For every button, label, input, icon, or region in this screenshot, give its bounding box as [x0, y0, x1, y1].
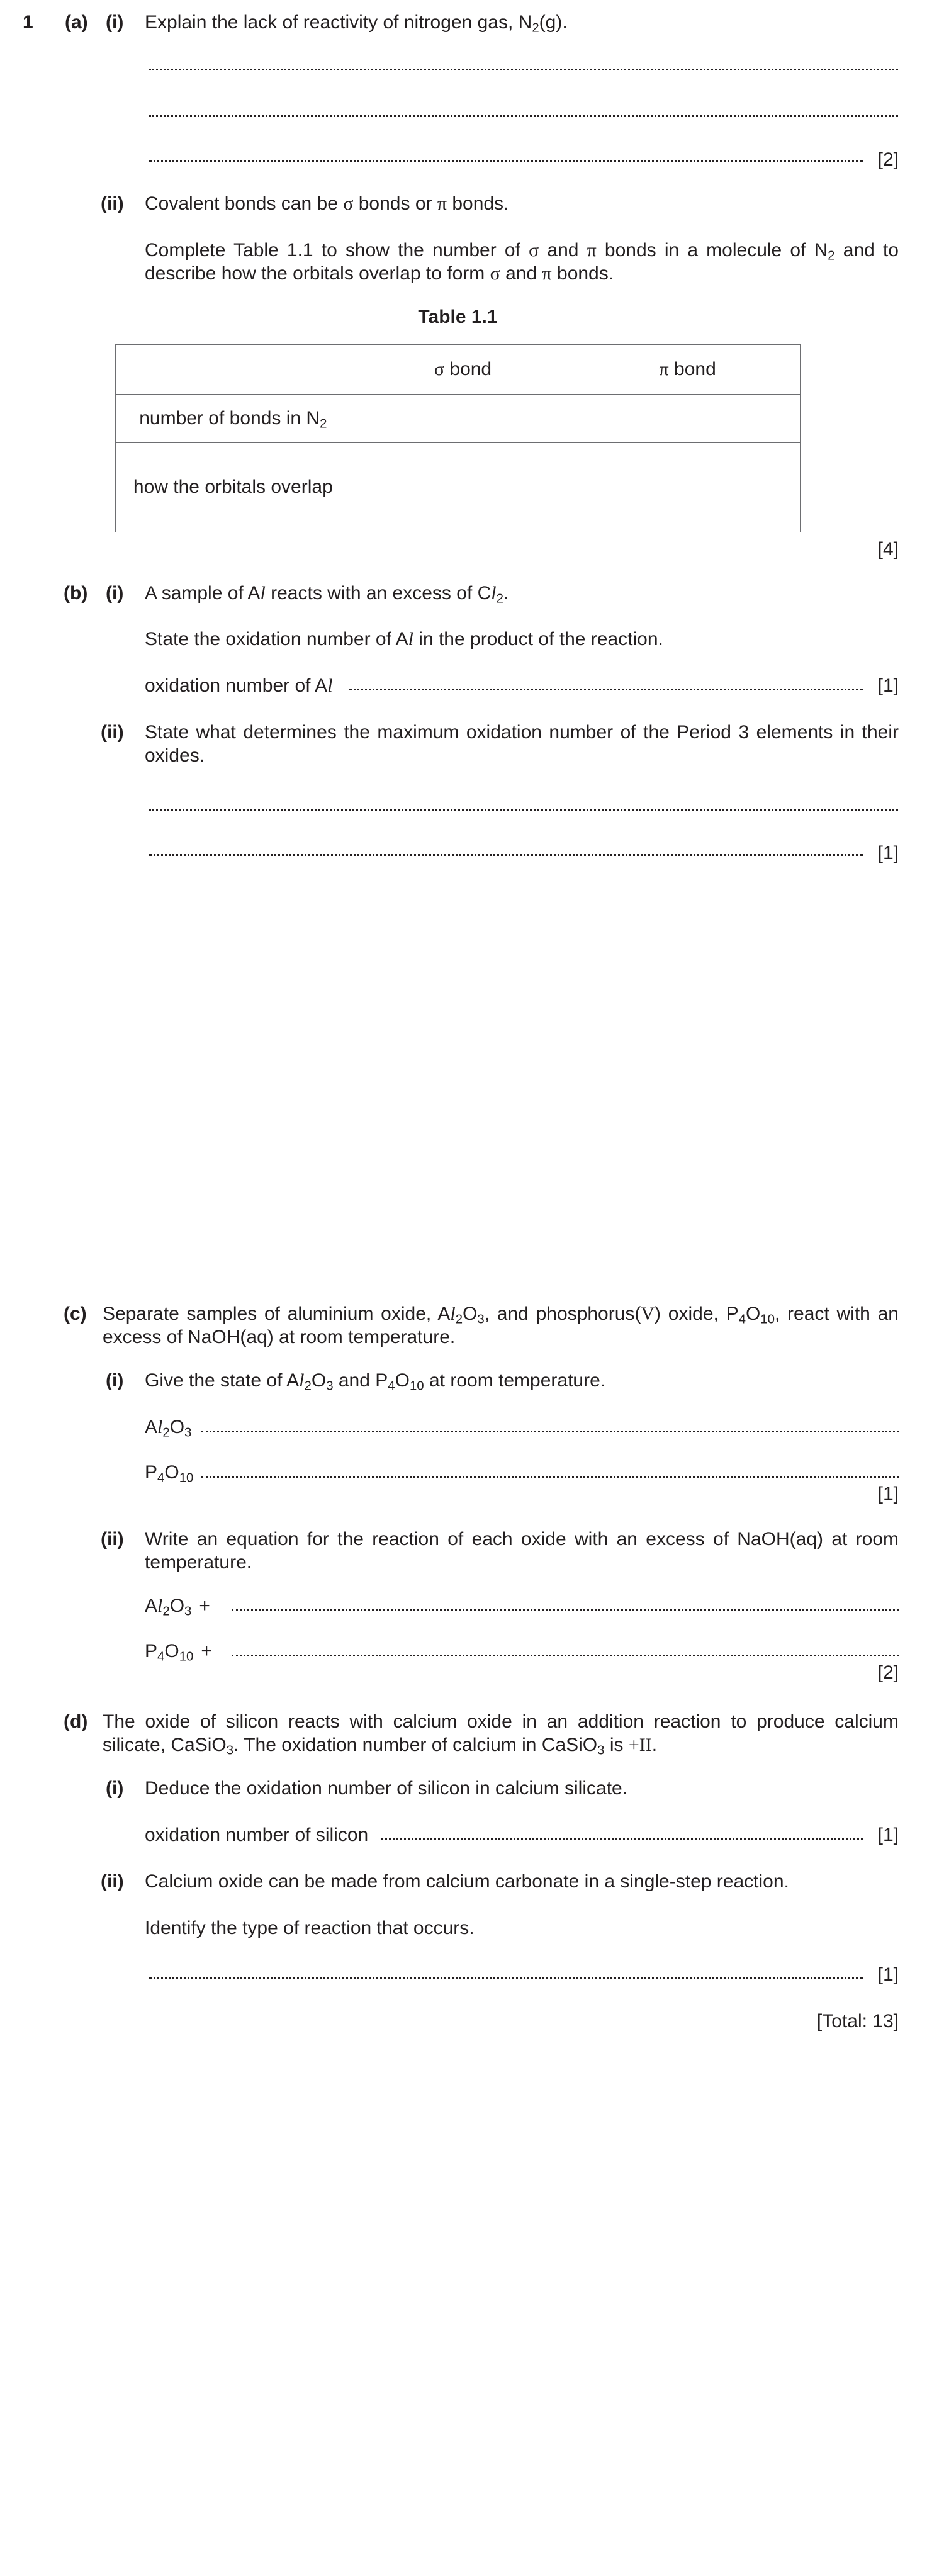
- sigma-symbol: σ: [529, 240, 539, 261]
- italic-l: l: [299, 1370, 305, 1391]
- text: O: [169, 1417, 185, 1437]
- subscript: 10: [409, 1379, 424, 1393]
- subscript: 3: [226, 1743, 234, 1758]
- part-d-ii-statement: Calcium oxide can be made from calcium carbonate in a single-step reaction.: [145, 1871, 789, 1892]
- row-label-orbital-overlap: how the orbitals overlap: [116, 443, 351, 532]
- pi-symbol: π: [542, 262, 552, 284]
- text: A sample of A: [145, 583, 261, 604]
- subscript: 10: [179, 1471, 194, 1485]
- marks-c-ii: [2]: [877, 1662, 899, 1683]
- answer-line-d-ii[interactable]: [149, 1977, 863, 1979]
- table-1-1: [115, 344, 801, 532]
- answer-line-d-i[interactable]: [381, 1837, 863, 1840]
- pi-symbol: π: [437, 193, 447, 214]
- text: and to describe how the orbitals overlap to form: [145, 240, 899, 284]
- answer-line-a-i-2[interactable]: [149, 115, 898, 117]
- answer-line-c-ii-p4o10[interactable]: [232, 1654, 899, 1656]
- text: .: [503, 583, 509, 604]
- sigma-symbol: σ: [490, 262, 500, 284]
- text: bond: [444, 358, 492, 380]
- subscript: 3: [184, 1604, 192, 1619]
- part-c-i-label: (i): [106, 1370, 124, 1391]
- table-caption: Table 1.1: [418, 307, 498, 327]
- subscript: 2: [320, 417, 327, 431]
- text: O: [745, 1303, 761, 1324]
- subscript: 3: [477, 1312, 485, 1327]
- part-a-ii-instruction: [145, 239, 899, 285]
- part-a-i-question: [145, 11, 568, 35]
- marks-c-i: [1]: [877, 1483, 899, 1504]
- answer-cell-pi-overlap[interactable]: [575, 443, 801, 532]
- subscript: 3: [326, 1379, 334, 1393]
- table-header-pi: [575, 345, 801, 395]
- question-number: 1: [23, 12, 33, 33]
- answer-cell-sigma-number[interactable]: [351, 395, 575, 443]
- answer-line-b-ii-1[interactable]: [149, 808, 898, 811]
- subscript: 2: [304, 1379, 312, 1393]
- subscript: 2: [162, 1426, 170, 1440]
- text: O: [164, 1462, 179, 1483]
- part-a-label: (a): [65, 12, 88, 33]
- pi-symbol: π: [587, 240, 597, 261]
- part-d-label: (d): [64, 1711, 88, 1732]
- text: A: [145, 1595, 158, 1616]
- text: .: [651, 1734, 658, 1755]
- table-header-sigma: [351, 345, 575, 395]
- text: bonds.: [551, 262, 614, 284]
- subscript: 2: [162, 1604, 170, 1619]
- roman-numeral: +II: [628, 1734, 652, 1755]
- al2o3-label: [145, 1416, 191, 1439]
- text: and: [539, 240, 587, 261]
- total-marks: [Total: 13]: [816, 2011, 899, 2032]
- answer-line-c-i-al2o3[interactable]: [201, 1430, 899, 1432]
- text: reacts with an excess of C: [265, 583, 492, 604]
- text: oxidation number of A: [145, 675, 328, 696]
- n2-subscript: 2: [532, 21, 539, 35]
- part-d-i-label: (i): [106, 1778, 124, 1799]
- part-b-label: (b): [64, 583, 88, 604]
- part-b-i-statement: [145, 582, 509, 605]
- p4o10-label: [145, 1461, 193, 1485]
- text: O: [395, 1370, 410, 1391]
- italic-l: l: [491, 583, 497, 604]
- sigma-symbol: σ: [343, 193, 354, 214]
- subscript: 2: [455, 1312, 463, 1327]
- part-b-i-answer-label: [145, 675, 333, 698]
- text: A: [145, 1417, 158, 1437]
- text: P: [145, 1641, 158, 1662]
- subscript: 10: [179, 1650, 194, 1664]
- part-b-i-label: (i): [106, 583, 124, 604]
- answer-line-c-i-p4o10[interactable]: [201, 1475, 899, 1478]
- part-d-i-answer-label: oxidation number of silicon: [145, 1825, 369, 1845]
- italic-l: l: [157, 1417, 163, 1437]
- text: in the product of the reaction.: [413, 629, 663, 650]
- answer-line-a-i-1[interactable]: [149, 68, 898, 70]
- text: State the oxidation number of A: [145, 629, 408, 650]
- italic-l: l: [157, 1595, 163, 1616]
- text: . The oxidation number of calcium in CaSiO: [233, 1734, 598, 1755]
- equation-al2o3-label: [145, 1595, 210, 1618]
- part-a-i-text: Explain the lack of reactivity of nitrogen gas, N: [145, 12, 532, 33]
- text: O: [463, 1303, 478, 1324]
- part-b-i-question: [145, 628, 663, 651]
- part-d-ii-label: (ii): [101, 1871, 124, 1892]
- part-c-i-question: [145, 1370, 605, 1393]
- text: The oxide of silicon reacts with calcium oxide in an addition reaction to produce calcium silicate, CaSiO: [103, 1711, 899, 1755]
- text: ) oxide, P: [655, 1303, 739, 1324]
- text: Give the state of A: [145, 1370, 300, 1391]
- table-header-blank: [116, 345, 351, 395]
- italic-l: l: [327, 675, 333, 696]
- plus-sign: +: [199, 1595, 210, 1616]
- subscript: 4: [388, 1379, 395, 1393]
- answer-cell-pi-number[interactable]: [575, 395, 801, 443]
- text: bonds.: [446, 193, 509, 214]
- text: O: [311, 1370, 327, 1391]
- pi-symbol: π: [659, 358, 669, 380]
- subscript: 4: [738, 1312, 746, 1327]
- roman-numeral: V: [641, 1303, 655, 1324]
- part-c-statement: [103, 1303, 899, 1349]
- marks-b-i: [1]: [877, 675, 899, 696]
- text: , react with an excess of NaOH(aq) at room temperature.: [103, 1303, 899, 1347]
- text: bond: [668, 358, 716, 380]
- part-a-i-text-end: (g).: [539, 12, 568, 33]
- part-a-ii-label: (ii): [101, 193, 124, 214]
- subscript: 4: [157, 1471, 165, 1485]
- part-d-ii-question: Identify the type of reaction that occurs.: [145, 1918, 475, 1938]
- part-c-ii-label: (ii): [101, 1529, 124, 1550]
- text: bonds in a molecule of N: [596, 240, 828, 261]
- part-b-ii-question: State what determines the maximum oxidation number of the Period 3 elements in their oxides.: [145, 722, 899, 766]
- text: P: [145, 1462, 158, 1483]
- plus-sign: +: [201, 1641, 212, 1662]
- subscript: 2: [496, 592, 503, 606]
- answer-cell-sigma-overlap[interactable]: [351, 443, 575, 532]
- text: and: [500, 262, 542, 284]
- marks-a-ii: [4]: [877, 539, 899, 560]
- answer-line-c-ii-al2o3[interactable]: [232, 1609, 899, 1611]
- text: bonds or: [353, 193, 437, 214]
- sigma-symbol: σ: [434, 358, 445, 380]
- marks-d-ii: [1]: [877, 1964, 899, 1985]
- text: and P: [333, 1370, 388, 1391]
- equation-p4o10-label: [145, 1640, 212, 1663]
- subscript: 3: [597, 1743, 605, 1758]
- marks-a-i: [2]: [877, 149, 899, 170]
- italic-l: l: [260, 583, 266, 604]
- italic-l: l: [408, 629, 413, 650]
- text: Separate samples of aluminium oxide, A: [103, 1303, 451, 1324]
- text: number of bonds in N: [139, 407, 320, 429]
- italic-l: l: [450, 1303, 456, 1324]
- text: O: [164, 1641, 179, 1662]
- text: , and phosphorus(: [484, 1303, 641, 1324]
- subscript: 4: [157, 1650, 165, 1664]
- answer-line-a-i-3[interactable]: [149, 160, 863, 162]
- answer-line-b-i[interactable]: [349, 688, 863, 690]
- row-label-number-of-bonds: [116, 395, 351, 443]
- subscript: 2: [828, 249, 835, 263]
- part-b-ii-label: (ii): [101, 722, 124, 743]
- part-c-label: (c): [64, 1303, 87, 1324]
- part-d-statement: [103, 1711, 899, 1757]
- marks-b-ii: [1]: [877, 843, 899, 863]
- subscript: 10: [760, 1312, 775, 1327]
- answer-line-b-ii-2[interactable]: [149, 853, 863, 856]
- text: Covalent bonds can be: [145, 193, 344, 214]
- text: Complete Table 1.1 to show the number of: [145, 240, 529, 261]
- text: at room temperature.: [424, 1370, 606, 1391]
- text: O: [169, 1595, 185, 1616]
- part-c-ii-question: Write an equation for the reaction of each oxide with an excess of NaOH(aq) at room temperature.: [145, 1529, 899, 1573]
- subscript: 3: [184, 1426, 192, 1440]
- marks-d-i: [1]: [877, 1825, 899, 1845]
- text: is: [604, 1734, 629, 1755]
- part-a-i-label: (i): [106, 12, 124, 33]
- part-d-i-question: Deduce the oxidation number of silicon in calcium silicate.: [145, 1778, 628, 1799]
- part-a-ii-statement: [145, 193, 509, 216]
